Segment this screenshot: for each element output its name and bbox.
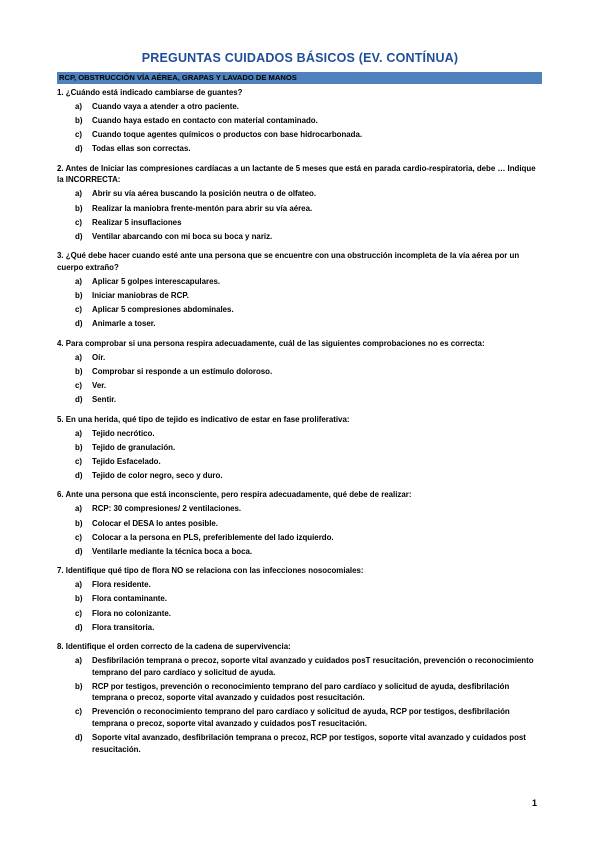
answer-option xyxy=(57,318,542,330)
question-8 xyxy=(57,641,542,755)
answer-option xyxy=(57,129,542,141)
answer-option xyxy=(57,366,542,378)
section-banner: RCP, OBSTRUCCIÓN VÍA AÉREA, GRAPAS Y LAVADO DE MANOS xyxy=(57,72,542,84)
option-letter: b) xyxy=(75,594,83,604)
answer-option xyxy=(57,593,542,605)
option-text: Oír. xyxy=(92,352,106,362)
option-text: Cuando vaya a atender a otro paciente. xyxy=(92,102,239,112)
option-letter: b) xyxy=(75,116,83,126)
answer-option xyxy=(57,380,542,392)
option-list xyxy=(57,428,542,482)
question-text: 4. Para comprobar si una persona respira adecuadamente, cuál de las siguientes comprobaciones no es correcta: xyxy=(57,338,485,348)
option-letter: d) xyxy=(75,319,83,329)
answer-option xyxy=(57,732,542,755)
question-1 xyxy=(57,87,542,155)
option-text: Colocar a la persona en PLS, preferiblemente del lado izquierdo. xyxy=(92,532,334,542)
option-letter: c) xyxy=(75,217,83,227)
option-letter: d) xyxy=(75,395,83,404)
option-letter: a) xyxy=(75,504,83,514)
answer-option xyxy=(57,579,542,591)
answer-option xyxy=(57,470,542,482)
answer-option xyxy=(57,203,542,215)
answer-option xyxy=(57,352,542,364)
answer-option xyxy=(57,655,542,678)
option-letter: c) xyxy=(75,130,83,140)
answer-option xyxy=(57,456,542,468)
option-list xyxy=(57,276,542,330)
answer-option xyxy=(57,608,542,620)
option-letter: b) xyxy=(75,203,83,213)
answer-option xyxy=(57,217,542,229)
document-title: PREGUNTAS CUIDADOS BÁSICOS (EV. CONTÍNUA) xyxy=(141,51,459,65)
question-7 xyxy=(57,565,542,633)
option-list xyxy=(57,352,542,406)
option-text: Sentir. xyxy=(92,395,117,404)
option-text: Ver. xyxy=(92,380,107,390)
option-letter: a) xyxy=(75,189,83,199)
option-letter: b) xyxy=(75,681,83,691)
option-list xyxy=(57,579,542,633)
answer-option xyxy=(57,231,542,243)
answer-option xyxy=(57,188,542,200)
answer-option xyxy=(57,546,542,558)
option-text: Flora contaminante. xyxy=(92,594,167,604)
option-list xyxy=(57,101,542,155)
option-letter: c) xyxy=(75,305,83,315)
option-letter: d) xyxy=(75,144,83,154)
option-letter: c) xyxy=(75,707,83,717)
option-text: Abrir su vía aérea buscando la posición neutra o de olfateo. xyxy=(92,189,317,199)
question-2 xyxy=(57,163,542,242)
option-text: Iniciar maniobras de RCP. xyxy=(92,290,189,300)
option-letter: b) xyxy=(75,366,83,376)
option-letter: a) xyxy=(75,352,83,362)
option-text: Ventilarle mediante la técnica boca a boca. xyxy=(92,546,253,556)
question-text: 8. Identifique el orden correcto de la cadena de supervivencia: xyxy=(57,642,291,652)
answer-option xyxy=(57,304,542,316)
answer-option xyxy=(57,276,542,288)
option-letter: a) xyxy=(75,580,83,590)
option-text: Tejido de color negro, seco y duro. xyxy=(92,470,223,480)
answer-option xyxy=(57,290,542,302)
answer-option xyxy=(57,706,542,729)
option-letter: d) xyxy=(75,622,83,632)
option-letter: d) xyxy=(75,470,83,480)
option-text: Tejido de granulación. xyxy=(92,442,176,452)
question-text: 7. Identifique qué tipo de flora NO se relaciona con las infecciones nosocomiales: xyxy=(57,566,364,576)
option-letter: a) xyxy=(75,656,83,666)
question-text: 2. Antes de Iniciar las compresiones cardíacas a un lactante de 5 meses que está en parada cardio-respiratoria, debe … Indique la INCORRECTA: xyxy=(57,163,536,185)
option-text: Prevención o reconocimiento temprano del paro cardíaco y solicitud de ayuda, RCP por testigos, desfibrilación temprana o precoz, soporte vital avanzado y cuidados posT resucitación. xyxy=(92,707,510,728)
option-text: Soporte vital avanzado, desfibrilación temprana o precoz, RCP por testigos, soporte vital avanzado y cuidados post resucitación. xyxy=(92,733,526,754)
question-text: 5. En una herida, qué tipo de tejido es indicativo de estar en fase proliferativa: xyxy=(57,414,350,424)
answer-option xyxy=(57,622,542,634)
option-letter: c) xyxy=(75,608,83,618)
option-letter: c) xyxy=(75,456,83,466)
option-text: Desfibrilación temprana o precoz, soporte vital avanzado y cuidados posT resucitación, prevención o reconocimiento temprano del paro cardíaco y solicitud de ayuda. xyxy=(92,656,534,677)
option-text: RCP: 30 compresiones/ 2 ventilaciones. xyxy=(92,504,242,514)
option-text: Aplicar 5 compresiones abdominales. xyxy=(92,305,234,315)
answer-option xyxy=(57,143,542,155)
question-text: 6. Ante una persona que está inconsciente, pero respira adecuadamente, qué debe de realizar: xyxy=(57,490,412,500)
option-letter: c) xyxy=(75,532,83,542)
option-letter: b) xyxy=(75,442,83,452)
option-text: Flora residente. xyxy=(92,580,151,590)
question-6 xyxy=(57,489,542,557)
option-list xyxy=(57,655,542,755)
question-list xyxy=(57,87,542,763)
question-text: 1. ¿Cuándo está indicado cambiarse de guantes? xyxy=(57,88,243,97)
option-text: Cuando haya estado en contacto con material contaminado. xyxy=(92,116,318,126)
option-list xyxy=(57,188,542,242)
option-text: Colocar el DESA lo antes posible. xyxy=(92,518,218,528)
option-text: Tejido necrótico. xyxy=(92,428,155,438)
answer-option xyxy=(57,518,542,530)
option-text: Realizar 5 insuflaciones xyxy=(92,217,182,227)
option-letter: b) xyxy=(75,518,83,528)
answer-option xyxy=(57,681,542,704)
option-text: Tejido Esfacelado. xyxy=(92,456,161,466)
option-letter: a) xyxy=(75,276,83,286)
option-letter: b) xyxy=(75,290,83,300)
option-text: Animarle a toser. xyxy=(92,319,156,329)
option-text: Ventilar abarcando con mi boca su boca y nariz. xyxy=(92,231,273,241)
question-text: 3. ¿Qué debe hacer cuando esté ante una persona que se encuentre con una obstrucción incompleta de la vía aérea por un cuerpo extraño? xyxy=(57,251,520,272)
option-letter: a) xyxy=(75,102,83,112)
question-4 xyxy=(57,338,542,406)
answer-option xyxy=(57,101,542,113)
option-text: RCP por testigos, prevención o reconocimiento temprano del paro cardíaco y solicitud de ayuda, desfibrilación temprana o precoz, soporte vital avanzado y cuidados post resucitación. xyxy=(92,681,510,703)
answer-option xyxy=(57,115,542,127)
option-text: Flora transitoria. xyxy=(92,622,155,632)
answer-option xyxy=(57,394,542,406)
option-text: Cuando toque agentes químicos o productos con base hidrocarbonada. xyxy=(92,130,363,140)
option-letter: d) xyxy=(75,231,83,241)
option-text: Comprobar si responde a un estímulo doloroso. xyxy=(92,366,273,376)
option-letter: d) xyxy=(75,733,83,742)
option-text: Flora no colonizante. xyxy=(92,608,171,618)
option-text: Realizar la maniobra frente-mentón para abrir su vía aérea. xyxy=(92,203,313,213)
answer-option xyxy=(57,503,542,515)
question-3 xyxy=(57,250,542,329)
option-letter: d) xyxy=(75,546,83,556)
page-number: 1 xyxy=(532,798,538,808)
option-letter: a) xyxy=(75,428,83,438)
answer-option xyxy=(57,532,542,544)
answer-option xyxy=(57,428,542,440)
option-letter: c) xyxy=(75,380,83,390)
option-text: Aplicar 5 golpes interescapulares. xyxy=(92,276,221,286)
question-5 xyxy=(57,414,542,482)
answer-option xyxy=(57,442,542,454)
option-text: Todas ellas son correctas. xyxy=(92,144,191,154)
option-list xyxy=(57,503,542,557)
